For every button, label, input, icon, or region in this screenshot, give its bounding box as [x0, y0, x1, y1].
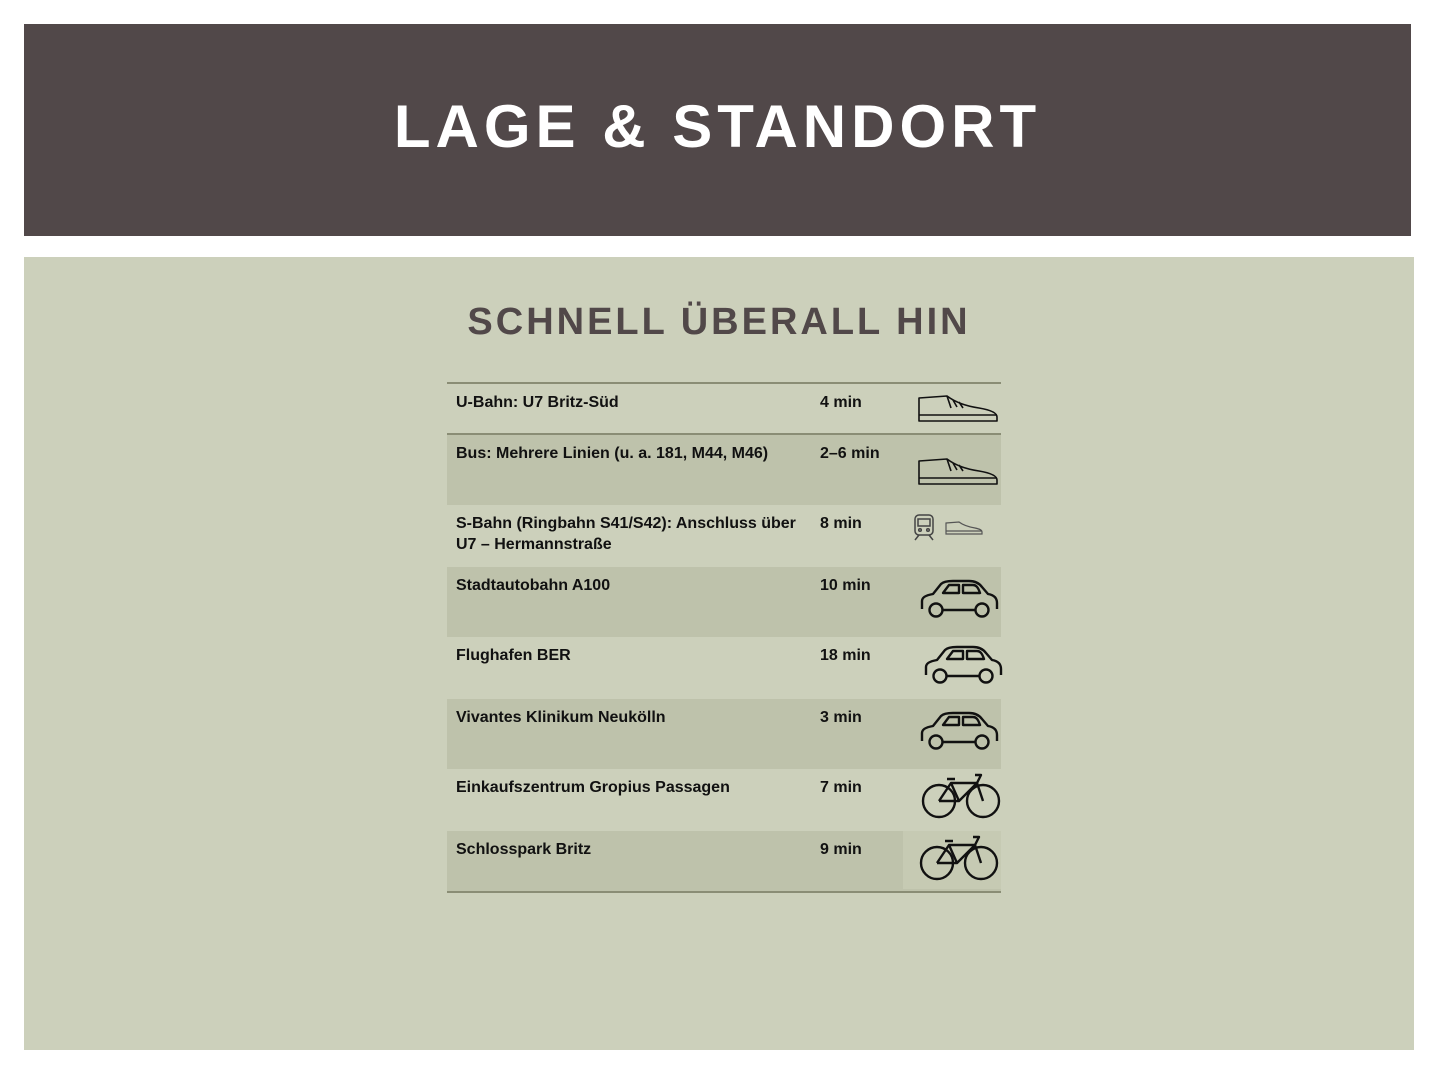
table-row	[447, 637, 1001, 699]
mode-cell	[903, 831, 1001, 889]
destination-label: U-Bahn: U7 Britz-Süd	[456, 394, 619, 411]
shoe-icon	[917, 390, 999, 424]
destination-label: Stadtautobahn A100	[456, 577, 611, 594]
table-row	[447, 699, 1001, 769]
table-row	[447, 435, 1001, 505]
destination-label: Bus: Mehrere Linien (u. a. 181, M44, M46)	[456, 445, 769, 462]
title-banner	[24, 24, 1411, 236]
mode-cell	[903, 567, 1001, 635]
travel-time: 3 min	[820, 709, 862, 726]
mode-cell	[903, 699, 1001, 767]
mode-cell	[903, 435, 1001, 503]
shoe-icon	[917, 453, 999, 487]
section-subtitle: SCHNELL ÜBERALL HIN	[467, 301, 971, 343]
travel-time-table	[447, 382, 1001, 893]
table-row	[447, 769, 1001, 831]
car-icon	[919, 579, 999, 619]
travel-time: 7 min	[820, 779, 862, 796]
car-icon	[919, 711, 999, 751]
train-icon	[913, 513, 935, 541]
table-row	[447, 567, 1001, 637]
travel-time: 8 min	[820, 515, 862, 532]
travel-time: 4 min	[820, 394, 862, 411]
page-title: LAGE & STANDORT	[393, 93, 1042, 160]
content-panel	[24, 257, 1414, 1050]
destination-label: Vivantes Klinikum Neukölln	[456, 709, 666, 726]
destination-label: Einkaufszentrum Gropius Passagen	[456, 779, 730, 796]
bicycle-icon	[919, 833, 999, 881]
table-row	[447, 384, 1001, 435]
destination-label: S-Bahn (Ringbahn S41/S42): Anschluss über U7 – Hermannstraße	[456, 515, 796, 553]
car-icon	[923, 645, 1003, 685]
destination-label: Flughafen BER	[456, 647, 571, 664]
shoe-icon	[945, 519, 983, 535]
mode-cell	[903, 384, 1001, 433]
travel-time: 18 min	[820, 647, 871, 664]
mode-cell	[903, 637, 1001, 697]
destination-label: Schlosspark Britz	[456, 841, 592, 858]
travel-time: 9 min	[820, 841, 862, 858]
bicycle-icon	[921, 771, 1001, 819]
travel-time: 2–6 min	[820, 445, 880, 462]
travel-time: 10 min	[820, 577, 871, 594]
table-row	[447, 505, 1001, 567]
table-row	[447, 831, 1001, 891]
mode-cell	[903, 769, 1001, 829]
mode-cell	[903, 505, 1001, 565]
